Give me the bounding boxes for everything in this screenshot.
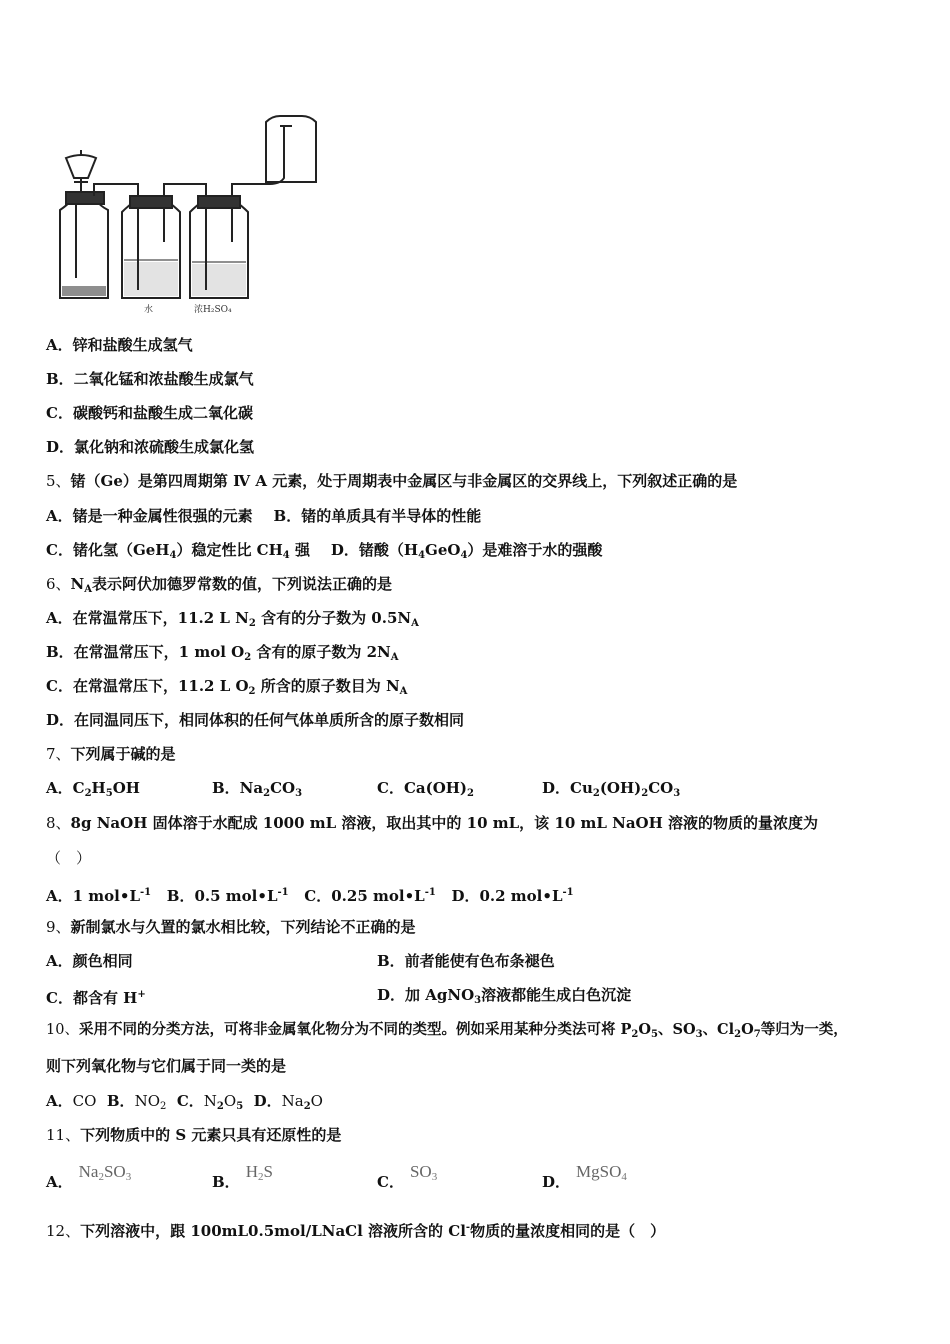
q4-option-b: B．二氧化锰和浓盐酸生成氯气 [46, 370, 254, 388]
q9-stem: 9、新制氯水与久置的氯水相比较，下列结论不正确的是 [46, 918, 416, 936]
q7-option-d: D．$Cu_2(OH)_2CO_3$ [542, 779, 681, 799]
q4-option-a: A．锌和盐酸生成氢气 [46, 336, 193, 354]
q8-options: A．1 $mol•L^{-1}$ B．0.5 $mol•L^{-1}$ C．0.25 $mol•L^{-1}$ D．0.2 $mol•L^{-1}$ [46, 887, 574, 905]
q10-stem: 10、采用不同的分类方法，可将非金属氧化物分为不同的类型。例如采用某种分类法可将 $P_2O_5$、$SO_3$、$Cl_2O_7$等归为一类， [46, 1021, 848, 1040]
q9-option-d: D．加 AgNO$_3$溶液都能生成白色沉淀 [377, 986, 632, 1006]
q6-option-d: D．在同温同压下，相同体积的任何气体单质所含的原子数相同 [46, 711, 465, 729]
q8-paren: （ ） [46, 849, 92, 867]
q5-options-cd: C．锗化氢（GeH$_4$）稳定性比 $CH_4$ 强 D．锗酸$(H_4GeO_4)$是难溶于水的强酸 [46, 541, 603, 561]
q10-stem-line2: 则下列氧化物与它们属于同一类的是 [46, 1057, 287, 1075]
q5-stem: 5、锗（Ge）是第四周期第 Ⅳ A 元素，处于周期表中金属区与非金属区的交界线上，下列叙述正确的是 [46, 472, 738, 490]
q6-option-b: B．在常温常压下，1 mol $O_2$ 含有的原子数为 $2N_A$ [46, 643, 399, 663]
q6-stem: 6、$N_A$表示阿伏加德罗常数的值，下列说法正确的是 [46, 575, 393, 595]
q9-option-c: C．都含有 H+ [46, 989, 146, 1007]
q11-option-b: B．$H_2S$ [212, 1162, 273, 1191]
q5-options-ab: A．锗是一种金属性很强的元素 B．锗的单质具有半导体的性能 [46, 507, 482, 525]
q11-option-a: A．$Na_2SO_3$ [46, 1162, 132, 1191]
q11-option-d: D．MgSO$_4$ [542, 1162, 627, 1191]
q11-stem: 11、下列物质中的 S 元素只具有还原性的是 [46, 1126, 342, 1144]
q4-option-c: C．碳酸钙和盐酸生成二氧化碳 [46, 404, 253, 422]
q6-option-a: A．在常温常压下，11.2 L $N_2$ 含有的分子数为 $0.5N_A$ [46, 609, 419, 629]
q7-stem: 7、下列属于碱的是 [46, 745, 176, 763]
q12-stem: 12、下列溶液中，跟 100mL0.5mol/LNaCl 溶液所含的 Cl-物质的量浓度相同的是（ ） [46, 1222, 666, 1240]
q8-stem: 8、8g NaOH 固体溶于水配成 1000 mL 溶液，取出其中的 10 mL，该 10 mL NaOH 溶液的物质的量浓度为 [46, 814, 819, 832]
q7-option-c: C．$Ca(OH)_2$ [377, 779, 474, 799]
q7-option-b: B．$Na_2CO_3$ [212, 779, 303, 799]
q10-options: A．CO B．$NO_2$ C．$N_2O_5$ D．$Na_2O$ [46, 1092, 323, 1112]
q4-option-d: D．氯化钠和浓硫酸生成氯化氢 [46, 438, 255, 456]
q6-option-c: C．在常温常压下，11.2 L $O_2$ 所含的原子数目为 $N_A$ [46, 677, 408, 697]
q9-option-b: B．前者能使有色布条褪色 [377, 952, 555, 970]
q7-option-a: A．$C_2H_5OH$ [46, 779, 140, 799]
conc-sulfuric-label: 浓H₂SO₄ [194, 305, 232, 315]
water-label: 水 [144, 305, 154, 315]
gas-apparatus-diagram [44, 112, 344, 334]
q11-option-c: C．$SO_3$ [377, 1162, 438, 1191]
q9-option-a: A．颜色相同 [46, 952, 133, 970]
